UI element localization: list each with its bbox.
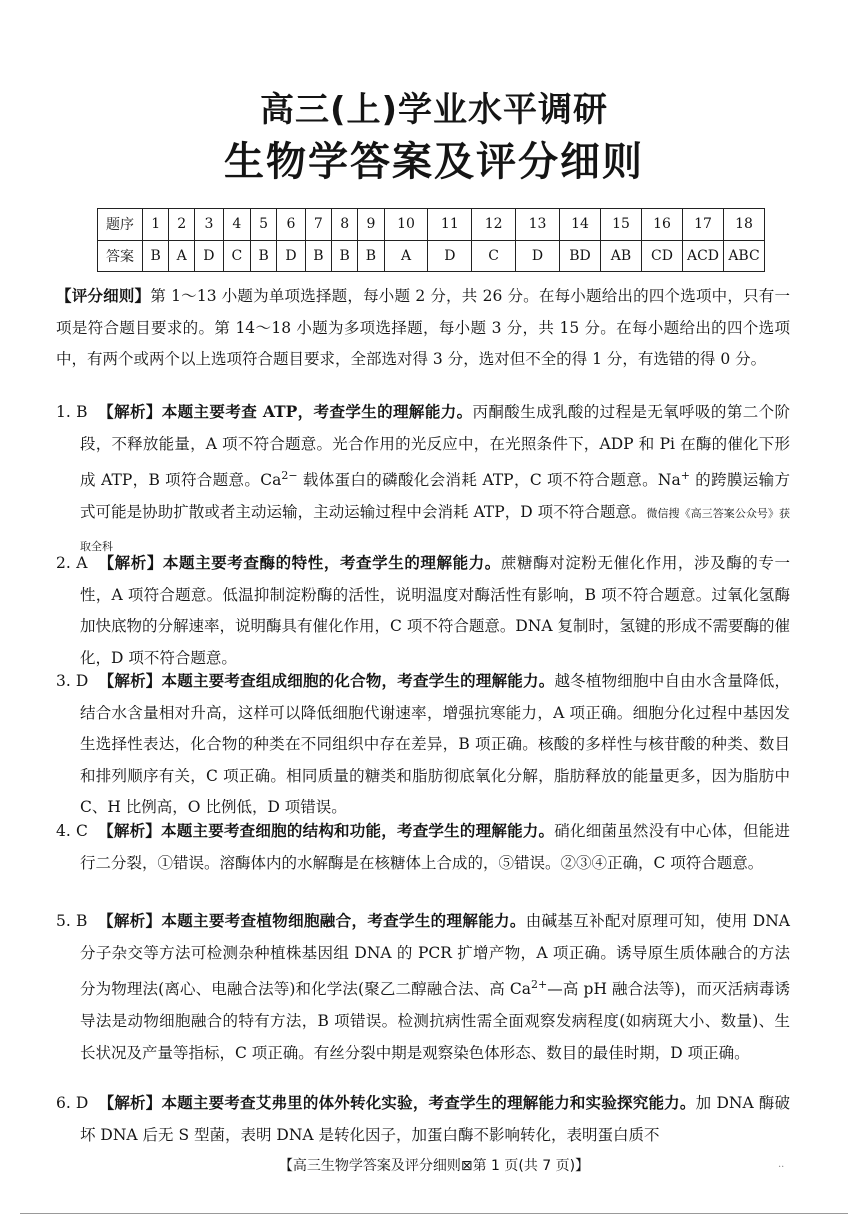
analysis-tag: 【解析】本题主要考查植物细胞融合，考查学生的理解能力。 [98,911,526,930]
analysis-tag: 【解析】本题主要考查酶的特性，考查学生的理解能力。 [98,553,501,572]
answer-cell: A [384,240,428,272]
superscript: + [680,469,690,483]
analysis-tag: 【解析】本题主要考查 ATP，考查学生的理解能力。 [98,402,473,421]
question-number: 2. A [56,554,88,572]
question-number-cell: 15 [601,209,642,241]
question-number-cell: 8 [332,209,358,241]
answer-cell: B [250,240,276,272]
question-5 [56,905,790,1069]
answer-cell: A [169,240,195,272]
answer-cell: B [143,240,169,272]
table-row-numbers [98,209,765,241]
question-number: 4. C [56,822,88,840]
question-4 [56,815,790,879]
question-6-body [56,1087,790,1151]
question-number-cell: 9 [358,209,384,241]
answer-cell: AB [601,240,642,272]
analysis-text: 丙酮酸生成乳酸的过程是无氧呼吸的第二个阶段，不释放能量，A 项不符合题意。光合作用的光反应中，在光照条件下，ADP 和 Pi 在酶的催化下形成 ATP，B 项符合题意。Ca [80,403,791,490]
watermark-note: 微信搜《高三答案公众号》获取全科 [80,506,790,553]
scoring-label: 【评分细则】 [56,286,151,305]
analysis-text: 硝化细菌虽然没有中心体，但能进行二分裂，①错误。溶酶体内的水解酶是在核糖体上合成的，⑤错误。②③④正确，C 项符合题意。 [80,822,790,872]
question-number-cell: 7 [305,209,331,241]
question-number-cell: 6 [277,209,305,241]
answer-cell: B [358,240,384,272]
answer-cell: D [516,240,560,272]
analysis-text: 的跨膜运输方式可能是协助扩散或者主动运输，主动运输过程中会消耗 ATP，D 项不符合题意。 [80,471,790,521]
question-number-cell: 17 [683,209,724,241]
analysis-text: 载体蛋白的磷酸化会消耗 ATP，C 项不符合题意。Na [297,471,681,490]
answer-cell: D [277,240,305,272]
page-title-line2: 生物学答案及评分细则 [224,139,644,185]
page-footer: 【高三生物学答案及评分细则⊠第 1 页(共 7 页)】 [278,1158,590,1174]
question-number-cell: 18 [724,209,765,241]
question-number-cell: 14 [560,209,601,241]
question-2-body [56,547,790,674]
question-number-cell: 5 [250,209,276,241]
question-3 [56,665,790,824]
page-title-line1: 高三(上)学业水平调研 [259,90,609,130]
question-4-body [56,815,790,879]
question-number-cell: 2 [169,209,195,241]
scoring-rules [56,280,790,376]
table-header-cell: 题序 [98,209,143,241]
answer-cell: C [223,240,250,272]
question-number: 5. B [56,912,88,930]
question-1-body [56,396,790,562]
question-number-cell: 16 [642,209,683,241]
bottom-divider [20,1213,848,1214]
question-6 [56,1087,790,1151]
question-number-cell: 11 [428,209,472,241]
question-number-cell: 13 [516,209,560,241]
analysis-tag: 【解析】本题主要考查细胞的结构和功能，考查学生的理解能力。 [98,821,555,840]
answer-cell: B [305,240,331,272]
analysis-text: 加 DNA 酶破坏 DNA 后无 S 型菌，表明 DNA 是转化因子，加蛋白酶不影响转化，表明蛋白质不 [80,1094,790,1144]
analysis-text: 由碱基互补配对原理可知，使用 DNA 分子杂交等方法可检测杂种植株基因组 DNA 的 PCR 扩增产物，A 项正确。诱导原生质体融合的方法分为物理法(离心、电融合法等)和化学法(聚乙二醇融合法、高 Ca [80,912,790,999]
corner-mark: ·· [778,1162,785,1173]
superscript: 2+ [531,978,548,992]
answer-cell: ACD [683,240,724,272]
question-number-cell: 4 [223,209,250,241]
answer-table [97,208,765,272]
analysis-text: 越冬植物细胞中自由水含量降低，结合水含量相对升高，这样可以降低细胞代谢速率，增强抗寒能力，A 项正确。细胞分化过程中基因发生选择性表达，化合物的种类在不同组织中存在差异，B 项正确。核酸的多样性与核苷酸的种类、数目和排列顺序有关，C 项正确。相同质量的糖类和脂肪彻底氧化分解，脂肪释放的能量更多，因为脂肪中 C、H 比例高，O 比例低，D 项错误。 [80,672,790,817]
question-1 [56,396,790,562]
superscript: 2− [281,469,298,483]
question-number: 3. D [56,672,89,690]
answer-cell: CD [642,240,683,272]
table-row-answers [98,240,765,272]
scoring-text: 第 1～13 小题为单项选择题，每小题 2 分，共 26 分。在每小题给出的四个选项中，只有一项是符合题目要求的。第 14～18 小题为多项选择题，每小题 3 分，共 15 分。在每小题给出的四个选项中，有两个或两个以上选项符合题目要求，全部选对得 3 分，选对但不全的得 1 分，有选错的得 0 分。 [56,287,790,369]
question-3-body [56,665,790,824]
question-number-cell: 1 [143,209,169,241]
table-header-cell: 答案 [98,240,143,272]
answer-cell: B [332,240,358,272]
analysis-text: 蔗糖酶对淀粉无催化作用，涉及酶的专一性，A 项符合题意。低温抑制淀粉酶的活性，说明温度对酶活性有影响，B 项不符合题意。过氧化氢酶加快底物的分解速率，说明酶具有催化作用，C 项不符合题意。DNA 复制时，氢键的形成不需要酶的催化，D 项不符合题意。 [80,554,790,667]
question-2 [56,547,790,674]
question-number-cell: 10 [384,209,428,241]
answer-cell: BD [560,240,601,272]
analysis-tag: 【解析】本题主要考查组成细胞的化合物，考查学生的理解能力。 [98,671,555,690]
answer-cell: D [195,240,223,272]
analysis-tag: 【解析】本题主要考查艾弗里的体外转化实验，考查学生的理解能力和实验探究能力。 [98,1093,696,1112]
question-number: 6. D [56,1094,89,1112]
answer-cell: D [428,240,472,272]
question-number: 1. B [56,403,88,421]
answer-cell: ABC [724,240,765,272]
answer-cell: C [472,240,516,272]
question-number-cell: 3 [195,209,223,241]
question-5-body [56,905,790,1069]
question-number-cell: 12 [472,209,516,241]
analysis-text: —高 pH 融合法等)，而灭活病毒诱导法是动物细胞融合的特有方法，B 项错误。检测抗病性需全面观察发病程度(如病斑大小、数量)、生长状况及产量等指标，C 项正确。有丝分裂中期是观察染色体形态、数目的最佳时期，D 项正确。 [80,980,790,1062]
